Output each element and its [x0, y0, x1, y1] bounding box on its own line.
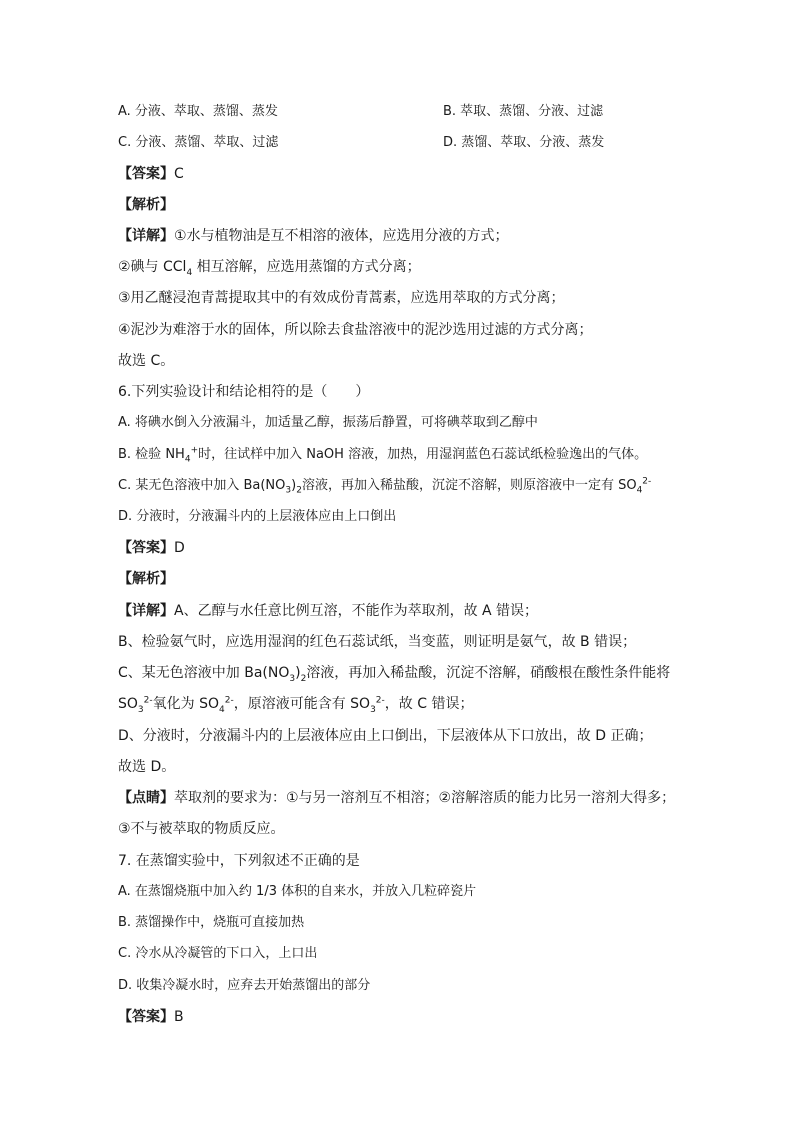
superscript: 2-	[224, 695, 234, 706]
q5-answer	[118, 164, 184, 184]
q6-tip-2: ③不与被萃取的物质反应。	[118, 821, 285, 837]
detail-label: 【详解】	[118, 228, 174, 244]
q6-detail-3	[118, 663, 670, 683]
subscript: 4	[218, 704, 225, 715]
q6-detail-5: D、分液时，分液漏斗内的上层液体应由上口倒出，下层液体从下口放出，故 D 正确；	[118, 728, 653, 744]
answer-label: 【答案】	[118, 540, 174, 556]
q6-conclusion: 故选 D。	[118, 759, 176, 775]
answer-label: 【答案】	[118, 1009, 174, 1025]
option-text: 时，往试样中加入 NaOH 溶液，加热，用湿润蓝色石蕊试纸检验逸出的气体。	[198, 447, 648, 462]
answer-value: B	[174, 1009, 184, 1025]
q5-detail-2	[118, 257, 421, 277]
detail-label: 【详解】	[118, 603, 174, 619]
detail-text: ①水与植物油是互不相溶的液体，应选用分液的方式；	[174, 228, 509, 244]
superscript: +	[190, 445, 199, 456]
q5-option-c: C. 分液、蒸馏、萃取、过滤	[118, 135, 279, 150]
q6-analysis-label: 【解析】	[118, 571, 174, 587]
subscript: 3	[289, 673, 296, 684]
subscript: 4	[184, 454, 191, 465]
q6-stem: 6.下列实验设计和结论相符的是（ ）	[118, 384, 370, 400]
q5-conclusion: 故选 C。	[118, 353, 175, 369]
subscript: 3	[370, 704, 376, 715]
subscript: 2	[296, 485, 302, 496]
option-text: B. 检验 NH	[118, 447, 185, 462]
subscript: 4	[636, 485, 643, 496]
option-text: C. 某无色溶液中加入 Ba(NO	[118, 478, 286, 493]
subscript: 2	[300, 673, 307, 684]
q7-answer	[118, 1007, 184, 1027]
q7-option-d: D. 收集冷凝水时，应弃去开始蒸馏出的部分	[118, 978, 371, 993]
superscript: 2-	[143, 695, 153, 706]
q5-option-b: B. 萃取、蒸馏、分液、过滤	[443, 104, 604, 119]
answer-value: C	[174, 166, 184, 182]
answer-label: 【答案】	[118, 166, 174, 182]
q5-detail-3: ③用乙醚浸泡青蒿提取其中的有效成份青蒿素，应选用萃取的方式分离；	[118, 290, 565, 306]
q6-answer	[118, 538, 185, 558]
option-text: )	[291, 478, 297, 493]
detail-text: )	[295, 665, 301, 681]
tip-label: 【点睛】	[118, 790, 174, 806]
q6-option-b	[118, 445, 647, 465]
tip-text: 萃取剂的要求为：①与另一溶剂互不相溶；②溶解溶质的能力比另一溶剂大得多；	[174, 790, 676, 806]
detail-text: C、某无色溶液中加 Ba(NO	[118, 665, 290, 681]
superscript: 2-	[642, 476, 652, 487]
answer-value: D	[174, 540, 185, 556]
q7-option-c: C. 冷水从冷凝管的下口入，上口出	[118, 946, 318, 961]
option-text: 溶液，再加入稀盐酸，沉淀不溶解，则原溶液中一定有 SO	[301, 478, 637, 493]
detail-text: 氧化为 SO	[152, 696, 219, 712]
subscript: 4	[186, 267, 193, 278]
q6-detail-1	[118, 601, 538, 621]
detail-text: 溶液，再加入稀盐酸，沉淀不溶解，硝酸根在酸性条件能将	[306, 665, 671, 681]
q6-detail-2: B、检验氨气时，应选用湿润的红色石蕊试纸，当变蓝，则证明是氨气，故 B 错误；	[118, 634, 637, 650]
detail-text: A、乙醇与水任意比例互溶，不能作为萃取剂，故 A 错误；	[174, 603, 539, 619]
q6-tip-1	[118, 788, 675, 808]
detail-text: SO	[118, 696, 138, 712]
q7-stem: 7. 在蒸馏实验中，下列叙述不正确的是	[118, 853, 360, 869]
q5-detail-4: ④泥沙为难溶于水的固体，所以除去食盐溶液中的泥沙选用过滤的方式分离；	[118, 322, 593, 338]
subscript: 3	[137, 704, 144, 715]
q5-option-d: D. 蒸馏、萃取、分液、蒸发	[443, 135, 605, 150]
detail-text: ，原溶液可能含有 SO	[233, 696, 371, 712]
q5-option-a: A. 分液、萃取、蒸馏、蒸发	[118, 104, 278, 119]
subscript: 3	[285, 485, 292, 496]
superscript: 2-	[375, 695, 385, 706]
detail-text: ，故 C 错误；	[384, 696, 474, 712]
q6-option-c	[118, 476, 651, 496]
detail-text: ②碘与 CCl	[118, 259, 187, 275]
q7-option-a: A. 在蒸馏烧瓶中加入约 1/3 体积的自来水，并放入几粒碎瓷片	[118, 884, 477, 899]
q5-detail-1	[118, 226, 509, 246]
q6-option-d: D. 分液时，分液漏斗内的上层液体应由上口倒出	[118, 509, 397, 524]
detail-text: 相互溶解，应选用蒸馏的方式分离；	[192, 259, 421, 275]
q7-option-b: B. 蒸馏操作中，烧瓶可直接加热	[118, 915, 305, 930]
q5-analysis-label: 【解析】	[118, 197, 174, 213]
q6-option-a: A. 将碘水倒入分液漏斗，加适量乙醇，振荡后静置，可将碘萃取到乙醇中	[118, 415, 538, 430]
q6-detail-4	[118, 694, 473, 714]
